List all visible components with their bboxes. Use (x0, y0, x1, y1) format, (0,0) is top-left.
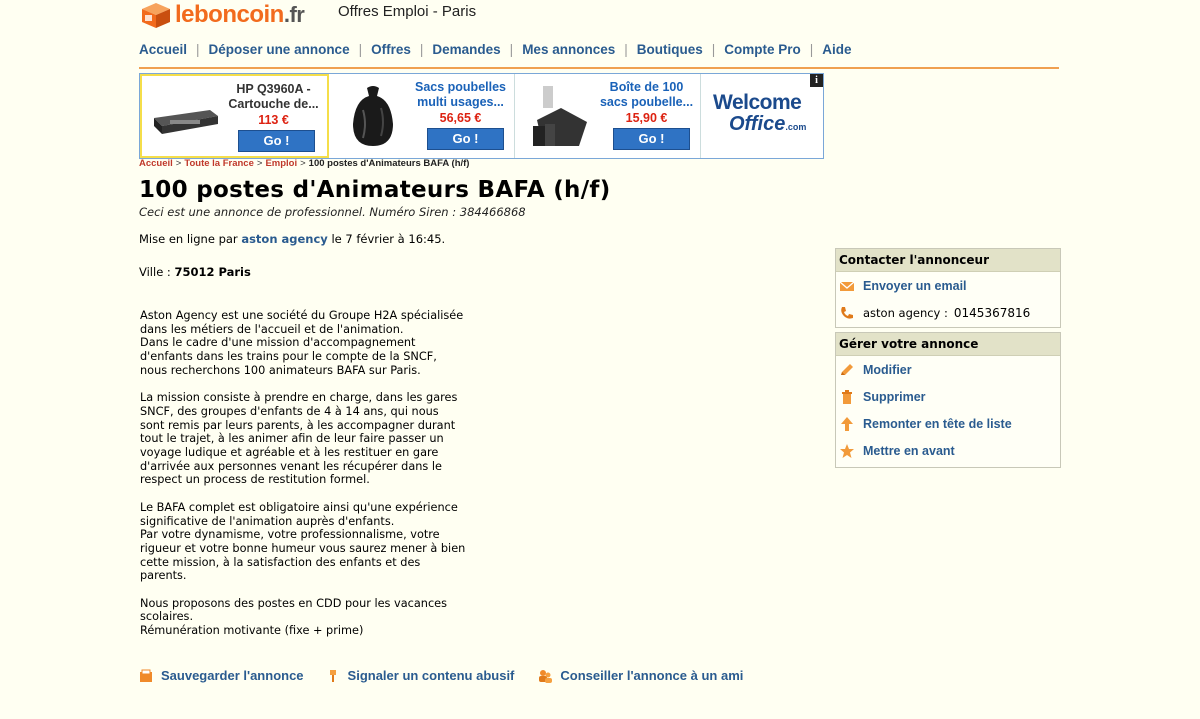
phone-icon (839, 305, 855, 321)
breadcrumb-emploi[interactable]: Emploi (265, 158, 298, 169)
nav-accueil[interactable]: Accueil (139, 42, 188, 57)
breadcrumb-accueil[interactable]: Accueil (139, 158, 173, 169)
toner-cartridge-icon (150, 82, 222, 152)
recommend-friend-link[interactable]: Conseiller l'annonce à un ami (538, 668, 743, 683)
ad-title[interactable]: Sacs poubelles multi usages... (414, 80, 506, 109)
ad-item[interactable] (515, 74, 701, 158)
author-link[interactable]: aston agency (241, 232, 328, 246)
nav-separator: | (809, 42, 814, 57)
nav-aide[interactable]: Aide (822, 42, 852, 57)
send-email-row[interactable] (836, 272, 1060, 299)
delete-row[interactable] (836, 383, 1060, 410)
logo-text: leboncoin.fr (175, 1, 305, 28)
contact-box (835, 248, 1061, 328)
listing-title: 100 postes d'Animateurs BAFA (h/f) (139, 177, 611, 203)
pencil-icon (839, 362, 855, 378)
arrow-up-icon (839, 416, 855, 432)
city-value: 75012 Paris (174, 265, 251, 279)
flag-icon (326, 669, 340, 683)
report-abuse-link[interactable]: Signaler un contenu abusif (326, 668, 515, 683)
delete-link[interactable]: Supprimer (863, 389, 926, 404)
envelope-icon (839, 278, 855, 294)
top-nav (139, 42, 852, 57)
ad-item[interactable] (329, 74, 515, 158)
section-title: Offres Emploi - Paris (338, 3, 477, 20)
nav-boutiques[interactable]: Boutiques (636, 42, 703, 57)
nav-deposer-annonce[interactable]: Déposer une annonce (208, 42, 350, 57)
nav-separator: | (624, 42, 628, 57)
header-divider (139, 67, 1059, 69)
ad-title[interactable]: HP Q3960A - Cartouche de... (228, 82, 319, 111)
send-email-link[interactable]: Envoyer un email (863, 278, 967, 293)
nav-compte-pro[interactable]: Compte Pro (724, 42, 801, 57)
nav-separator: | (196, 42, 200, 57)
phone-row (836, 299, 1060, 326)
phone-number[interactable]: 0145367816 (953, 305, 1031, 320)
ad-go-button[interactable]: Go ! (427, 128, 504, 150)
listing-subtitle: Ceci est une annonce de professionnel. Numéro Siren : 384466868 (139, 205, 526, 219)
manage-box (835, 332, 1061, 468)
breadcrumb-current: 100 postes d'Animateurs BAFA (h/f) (308, 158, 470, 169)
welcome-office-logo: Welcome Office.com (713, 91, 807, 135)
nav-demandes[interactable]: Demandes (432, 42, 501, 57)
listing-description: Aston Agency est une société du Groupe H2A spécialisée dans les métiers de l'accueil et de l'animation. Dans le cadre d'une mission d'accompagnement d'enfants dans les trains pour le compte de la SNCF, nous recherchons 100 animateurs BAFA sur Paris. La mission consiste à prendre en charge, dans les gares SNCF, des groupes d'enfants de 4 à 14 ans, qui nous sont remis par leurs parents, à les accompagner durant tout le trajet, à les animer afin de leur faire passer un voyage ludique et agréable et à les restituer en gare d'arrivée aux personnes venant les récupérer dans le respect un process de restitution formel. Le BAFA complet est obligatoire ainsi qu'une expérience significative de l'animation auprès d'enfants. Par votre dynamisme, votre professionnalisme, votre rigueur et votre bonne humeur vous saurez mener à bien cette mission, à la satisfaction des enfants et des parents. Nous proposons des postes en CDD pour les vacances scolaires. Rémunération motivante (fixe + prime) (140, 309, 466, 638)
ad-title[interactable]: Boîte de 100 sacs poubelle... (599, 80, 694, 109)
save-listing-link[interactable]: Sauvegarder l'annonce (139, 668, 304, 683)
trash-bag-box-icon (523, 80, 595, 150)
city-info: Ville : 75012 Paris (139, 265, 251, 279)
ad-banner (139, 73, 824, 159)
nav-separator: | (509, 42, 514, 57)
modify-row[interactable] (836, 356, 1060, 383)
breadcrumb-toute-la-france[interactable]: Toute la France (184, 158, 254, 169)
contact-box-title: Contacter l'annonceur (836, 249, 1060, 272)
nav-separator: | (711, 42, 716, 57)
ad-item[interactable] (140, 74, 329, 158)
nav-separator: | (358, 42, 363, 57)
posted-info: Mise en ligne par aston agency le 7 février à 16:45. (139, 232, 446, 246)
ad-go-button[interactable]: Go ! (238, 130, 315, 152)
bump-link[interactable]: Remonter en tête de liste (863, 416, 1012, 431)
listing-actions (139, 668, 767, 683)
manage-box-title: Gérer votre annonce (836, 333, 1060, 356)
save-folder-icon (139, 669, 153, 683)
leboncoin-logo[interactable] (139, 0, 304, 30)
ad-price: 15,90 € (625, 111, 668, 125)
welcome-office-ad[interactable] (701, 74, 823, 158)
breadcrumb: Accueil > Toute la France > Emploi > 100 postes d'Animateurs BAFA (h/f) (139, 158, 470, 169)
highlight-row[interactable] (836, 437, 1060, 464)
ad-info-icon[interactable]: i (810, 74, 823, 87)
nav-mes-annonces[interactable]: Mes annonces (522, 42, 616, 57)
nav-separator: | (419, 42, 424, 57)
modify-link[interactable]: Modifier (863, 362, 912, 377)
logo-box-icon (139, 1, 173, 29)
trash-bag-icon (337, 80, 409, 150)
nav-offres[interactable]: Offres (371, 42, 411, 57)
ad-price: 113 € (258, 113, 289, 127)
phone-owner: aston agency : (863, 305, 948, 320)
trash-icon (839, 389, 855, 405)
ad-price: 56,65 € (439, 111, 482, 125)
ad-go-button[interactable]: Go ! (613, 128, 690, 150)
friends-icon (538, 669, 552, 683)
highlight-link[interactable]: Mettre en avant (863, 443, 955, 458)
bump-row[interactable] (836, 410, 1060, 437)
star-icon (839, 443, 855, 459)
